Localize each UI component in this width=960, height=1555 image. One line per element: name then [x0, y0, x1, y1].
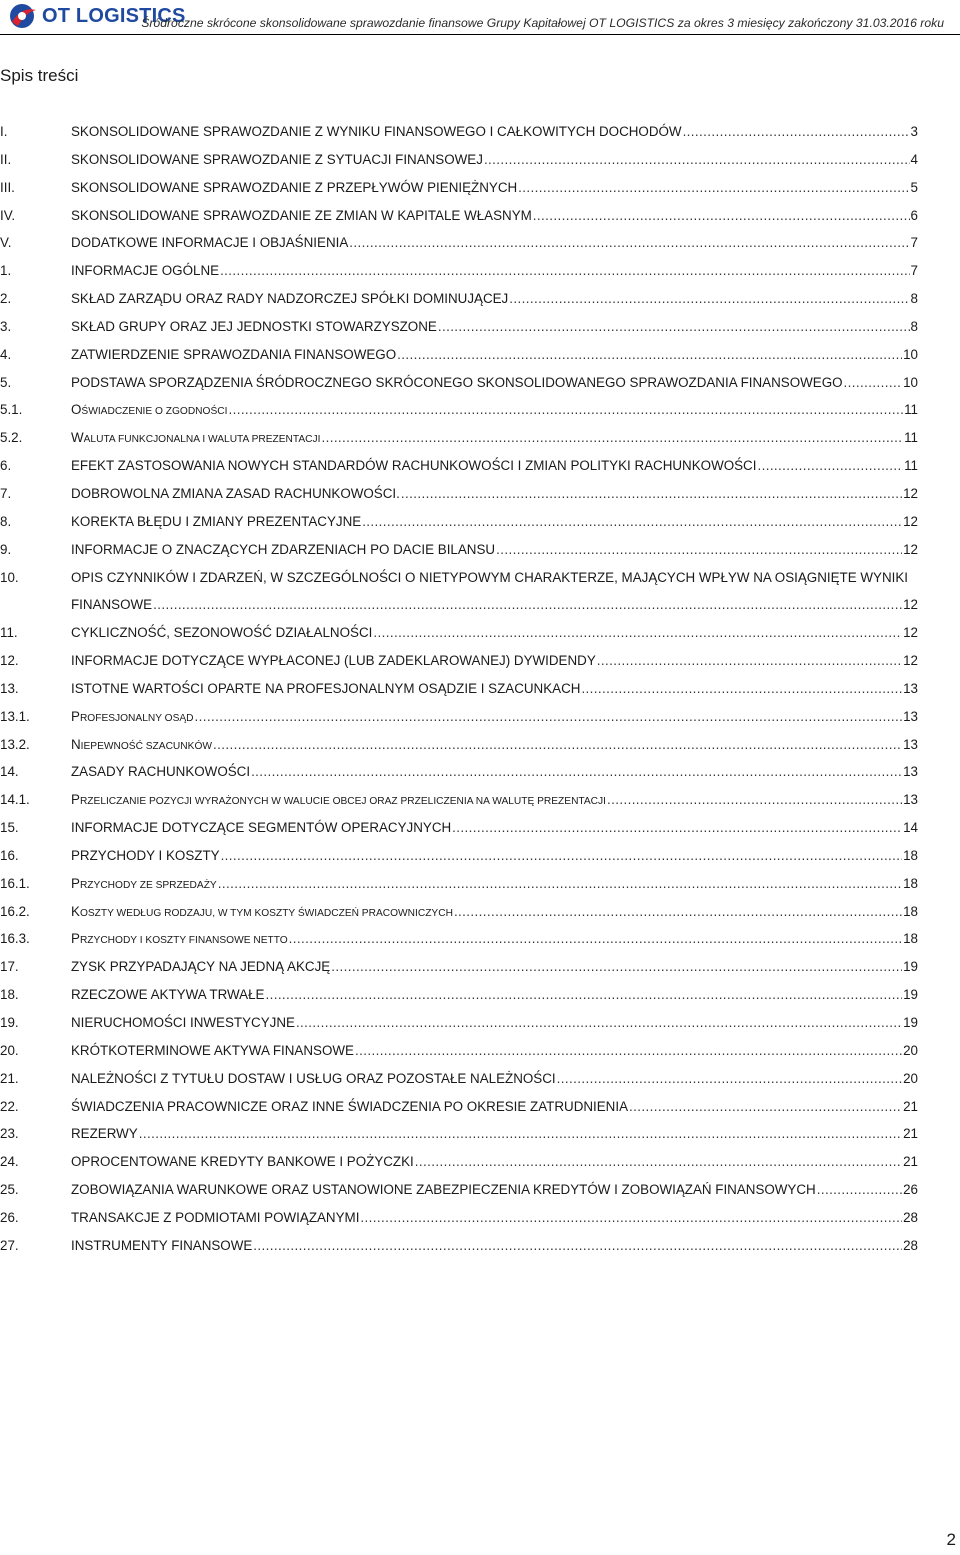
toc-entry-page: 7	[910, 235, 918, 251]
toc-entry[interactable]	[0, 647, 918, 675]
toc-entry-page: 10	[903, 374, 918, 390]
toc-entry-label: RZECZOWE AKTYWA TRWAŁE	[71, 987, 265, 1003]
toc-entry[interactable]	[0, 480, 918, 508]
toc-entry[interactable]	[0, 703, 918, 731]
toc-entry-number: III.	[0, 179, 15, 195]
toc-entry-label: NALEŻNOŚCI Z TYTUŁU DOSTAW I USŁUG ORAZ POZOSTAŁE NALEŻNOŚCI	[71, 1070, 556, 1086]
toc-entry-number: 6.	[0, 458, 12, 474]
toc-entry-number: 7.	[0, 485, 12, 501]
toc-entry-label: SKONSOLIDOWANE SPRAWOZDANIE Z SYTUACJI FINANSOWEJ	[71, 151, 483, 167]
toc-entry-label: SKONSOLIDOWANE SPRAWOZDANIE Z WYNIKU FINANSOWEGO I CAŁKOWITYCH DOCHODÓW	[71, 124, 682, 139]
toc-entry-page: 12	[903, 653, 918, 669]
toc-entry-page: 7	[910, 263, 918, 279]
toc-entry-label: EFEKT ZASTOSOWANIA NOWYCH STANDARDÓW RACHUNKOWOŚCI I ZMIAN POLITYKI RACHUNKOWOŚCI	[71, 458, 757, 474]
toc-entry[interactable]	[0, 1009, 918, 1037]
toc-entry-label: REZERWY	[71, 1126, 138, 1142]
toc-entry-label: NIERUCHOMOŚCI INWESTYCYJNE	[71, 1015, 295, 1030]
toc-entry-row	[71, 758, 918, 786]
toc-entry-number: 26.	[0, 1209, 19, 1225]
toc-entry-page: 12	[903, 597, 918, 613]
toc-entry-number: 1.	[0, 263, 12, 279]
toc-entry-row	[71, 619, 918, 647]
toc-dot-leader	[220, 257, 909, 285]
toc-entry-page: 26	[903, 1182, 918, 1198]
toc-entry-label: INFORMACJE OGÓLNE	[71, 263, 220, 279]
toc-entry-row	[71, 536, 918, 564]
toc-dot-leader	[597, 647, 902, 675]
toc-dot-leader	[581, 675, 902, 703]
toc-entry-label: PRZYCHODY I KOSZTY FINANSOWE NETTO	[71, 931, 288, 947]
toc-dot-leader	[362, 508, 902, 536]
toc-entry-row	[71, 1148, 918, 1176]
toc-entry[interactable]	[0, 313, 918, 341]
header-divider	[0, 34, 960, 35]
toc-entry-number: 9.	[0, 541, 12, 557]
toc-entry-label: DODATKOWE INFORMACJE I OBJAŚNIENIA	[71, 235, 349, 251]
toc-entry-label: KRÓTKOTERMINOWE AKTYWA FINANSOWE	[71, 1042, 354, 1058]
toc-entry-row	[71, 229, 918, 257]
toc-entry-label-line1: OPIS CZYNNIKÓW I ZDARZEŃ, W SZCZEGÓLNOŚCI O NIETYPOWYM CHARAKTERZE, MAJĄCYCH WPŁYW NA OSIĄGNIĘTE WYNIKI	[71, 569, 908, 585]
toc-entry-label: SKŁAD ZARZĄDU ORAZ RADY NADZORCZEJ SPÓŁKI DOMINUJĄCEJ	[71, 291, 509, 307]
page-number: 2	[946, 1530, 956, 1549]
toc-entry-page: 18	[903, 875, 918, 891]
toc-entry-number: 12.	[0, 653, 19, 669]
toc-entry-number: 14.	[0, 764, 19, 780]
toc-entry-page: 20	[903, 1070, 918, 1086]
toc-entry[interactable]	[0, 508, 918, 536]
toc-entry-number: 16.	[0, 847, 19, 863]
toc-entry-number: 11.	[0, 625, 18, 641]
toc-entry-label: INFORMACJE O ZNACZĄCYCH ZDARZENIACH PO DACIE BILANSU	[71, 541, 496, 557]
toc-entry[interactable]	[0, 257, 918, 285]
toc-entry-label: DOBROWOLNA ZMIANA ZASAD RACHUNKOWOŚCI.	[71, 485, 400, 501]
toc-dot-leader	[629, 1093, 902, 1121]
toc-dot-leader	[153, 591, 902, 619]
toc-entry-page: 13	[903, 680, 918, 696]
toc-entry[interactable]	[0, 369, 918, 397]
toc-dot-leader	[817, 1176, 902, 1204]
toc-dot-leader	[454, 898, 902, 926]
toc-entry-page: 5	[910, 179, 918, 195]
toc-entry-row	[71, 1037, 918, 1065]
toc-entry-row	[71, 285, 918, 313]
toc-entry-page: 6	[910, 207, 918, 223]
toc-entry-row	[71, 424, 918, 454]
toc-entry-page: 21	[903, 1098, 918, 1114]
toc-entry[interactable]	[0, 424, 918, 452]
toc-dot-leader	[509, 285, 909, 313]
toc-entry-number: 19.	[0, 1015, 19, 1030]
toc-entry-label: CYKLICZNOŚĆ, SEZONOWOŚĆ DZIAŁALNOŚCI	[71, 625, 373, 641]
toc-entry[interactable]	[0, 229, 918, 257]
toc-entry-number: 5.	[0, 374, 12, 390]
toc-entry-label: INFORMACJE DOTYCZĄCE SEGMENTÓW OPERACYJNYCH	[71, 820, 452, 836]
toc-entry-row	[71, 452, 918, 480]
toc-entry[interactable]	[0, 1148, 918, 1176]
toc-entry-label: KOSZTY WEDŁUG RODZAJU, W TYM KOSZTY ŚWIADCZEŃ PRACOWNICZYCH	[71, 903, 453, 919]
toc-entry-label: PRZYCHODY I KOSZTY	[71, 847, 220, 863]
toc-entry-row	[71, 369, 918, 397]
toc-entry-number: 27.	[0, 1237, 19, 1253]
toc-entry-number: 3.	[0, 318, 12, 334]
toc-entry-label: SKONSOLIDOWANE SPRAWOZDANIE ZE ZMIAN W KAPITALE WŁASNYM	[71, 207, 532, 223]
toc-entry-row	[71, 814, 918, 842]
toc-entry-row	[71, 202, 918, 230]
toc-entry[interactable]	[0, 814, 918, 842]
toc-entry-page: 18	[903, 903, 918, 919]
toc-entry-page: 11	[904, 402, 918, 418]
toc-entry-number: 23.	[0, 1126, 19, 1142]
toc-entry-row	[71, 925, 918, 955]
toc-entry-page: 12	[903, 513, 918, 529]
toc-entry-page: 18	[903, 931, 918, 947]
toc-entry-number: 20.	[0, 1042, 19, 1058]
toc-dot-leader	[139, 1120, 902, 1148]
toc-entry-page: 12	[903, 485, 918, 501]
toc-entry[interactable]	[0, 118, 918, 146]
toc-dot-leader	[195, 703, 903, 731]
logo-text: OT LOGISTICS	[42, 4, 186, 27]
toc-dot-leader	[533, 202, 910, 230]
toc-entry[interactable]	[0, 675, 918, 703]
toc-entry[interactable]	[0, 870, 918, 898]
toc-entry-label: TRANSAKCJE Z PODMIOTAMI POWIĄZANYMI	[71, 1209, 360, 1225]
toc-entry-row	[71, 313, 918, 341]
toc-entry-page: 19	[903, 959, 918, 975]
toc-entry-number: 25.	[0, 1182, 19, 1198]
toc-entry-page: 13	[903, 736, 918, 752]
toc-entry[interactable]	[0, 1176, 918, 1204]
toc-entry-row	[71, 1009, 918, 1037]
toc-entry-row	[71, 870, 918, 900]
toc-entry-label: SKŁAD GRUPY ORAZ JEJ JEDNOSTKI STOWARZYSZONE	[71, 318, 437, 334]
toc-entry-page: 8	[910, 318, 918, 334]
toc-dot-leader	[373, 619, 902, 647]
toc-dot-leader	[415, 1148, 902, 1176]
toc-entry[interactable]	[0, 786, 918, 814]
toc-entry-row	[71, 508, 918, 536]
toc-entry-page: 3	[910, 124, 918, 139]
toc-dot-leader	[289, 925, 902, 953]
toc-entry-row	[71, 257, 918, 285]
toc-dot-leader	[253, 1232, 902, 1260]
toc-dot-leader	[355, 1037, 902, 1065]
toc-dot-leader	[438, 313, 910, 341]
logo-mark-icon	[8, 2, 38, 30]
toc-entry-page: 13	[903, 708, 918, 724]
toc-entry[interactable]	[0, 452, 918, 480]
toc-entry[interactable]	[0, 146, 918, 174]
toc-dot-leader	[251, 758, 902, 786]
toc-dot-leader	[218, 870, 902, 898]
toc-entry-label: ZOBOWIĄZANIA WARUNKOWE ORAZ USTANOWIONE ZABEZPIECZENIA KREDYTÓW I ZOBOWIĄZAŃ FINANSOWYCH	[71, 1182, 816, 1198]
page-header	[0, 0, 960, 34]
toc-entry-label: ZATWIERDZENIE SPRAWOZDANIA FINANSOWEGO	[71, 346, 397, 362]
toc-entry[interactable]	[0, 1037, 918, 1065]
toc-entry[interactable]	[0, 1093, 918, 1121]
toc-entry-row	[71, 1204, 918, 1232]
toc-entry-label: ZYSK PRZYPADAJĄCY NA JEDNĄ AKCJĘ	[71, 959, 331, 975]
toc-dot-leader	[607, 786, 902, 814]
toc-entry[interactable]	[0, 1120, 918, 1148]
toc-entry-number: 5.2.	[0, 430, 23, 446]
toc-entry-number: I.	[0, 124, 8, 139]
toc-entry-number: 17.	[0, 959, 19, 975]
toc-heading: Spis treści	[0, 66, 79, 85]
toc-entry-page: 12	[903, 625, 918, 641]
toc-entry[interactable]	[0, 925, 918, 953]
document-title: Śródroczne skrócone skonsolidowane sprawozdanie finansowe Grupy Kapitałowej OT LOGISTICS za okres 3 miesięcy zakończony 31.03.2016 roku	[141, 16, 944, 30]
toc-entry-label: ISTOTNE WARTOŚCI OPARTE NA PROFESJONALNYM OSĄDZIE I SZACUNKACH	[71, 680, 581, 696]
toc-entry-page: 12	[903, 541, 918, 557]
toc-entry-page: 19	[903, 987, 918, 1003]
toc-entry-row	[71, 898, 918, 928]
toc-entry-row	[71, 1176, 918, 1204]
toc-dot-leader	[401, 480, 902, 508]
toc-entry-number: 22.	[0, 1098, 19, 1114]
toc-entry-label: OPROCENTOWANE KREDYTY BANKOWE I POŻYCZKI	[71, 1154, 414, 1170]
toc-dot-leader	[265, 981, 902, 1009]
toc-entry-page: 11	[904, 430, 918, 446]
toc-entry[interactable]	[0, 396, 918, 424]
toc-entry[interactable]	[0, 202, 918, 230]
toc-entry-number: 18.	[0, 987, 19, 1003]
toc-entry-number: 16.2.	[0, 903, 30, 919]
toc-entry-row	[71, 341, 918, 369]
toc-dot-leader	[397, 341, 902, 369]
toc-entry-page: 21	[903, 1154, 918, 1170]
toc-entry-number: II.	[0, 151, 12, 167]
toc-dot-leader	[331, 953, 902, 981]
toc-entry-page: 13	[903, 764, 918, 780]
toc-dot-leader	[221, 842, 903, 870]
toc-entry[interactable]	[0, 536, 918, 564]
toc-dot-leader	[496, 536, 902, 564]
toc-entry-number: V.	[0, 235, 12, 251]
toc-entry-label: ŚWIADCZENIA PRACOWNICZE ORAZ INNE ŚWIADCZENIA PO OKRESIE ZATRUDNIENIA	[71, 1098, 629, 1114]
toc-entry-label: PROFESJONALNY OSĄD	[71, 708, 194, 724]
toc-entry-row	[71, 146, 918, 174]
toc-entry-label: FINANSOWE	[71, 597, 153, 613]
toc-entry-page: 21	[903, 1126, 918, 1142]
toc-entry-page: 8	[910, 291, 918, 307]
toc-entry-row	[71, 703, 918, 733]
toc-entry-number: 15.	[0, 820, 19, 836]
table-of-contents	[0, 118, 918, 1260]
toc-entry[interactable]	[0, 1065, 918, 1093]
toc-dot-leader	[683, 118, 910, 146]
toc-entry-number: 2.	[0, 291, 12, 307]
toc-entry-row	[71, 953, 918, 981]
toc-entry-row	[71, 675, 918, 703]
toc-entry-label: KOREKTA BŁĘDU I ZMIANY PREZENTACYJNE	[71, 513, 362, 529]
toc-entry-row	[71, 842, 918, 870]
toc-entry-row	[71, 1232, 918, 1260]
toc-entry-number: 13.	[0, 680, 19, 696]
toc-dot-leader	[757, 452, 903, 480]
toc-entry-number: 24.	[0, 1154, 19, 1170]
toc-entry[interactable]	[0, 1204, 918, 1232]
toc-entry-row	[71, 786, 918, 816]
toc-dot-leader	[228, 396, 903, 424]
toc-entry-label: SKONSOLIDOWANE SPRAWOZDANIE Z PRZEPŁYWÓW PIENIĘŻNYCH	[71, 179, 518, 195]
toc-entry-number: 16.3.	[0, 931, 30, 947]
toc-dot-leader	[484, 146, 910, 174]
toc-entry-row	[71, 591, 918, 619]
toc-entry[interactable]	[0, 731, 918, 759]
toc-entry-number: 21.	[0, 1070, 19, 1086]
toc-entry-number: IV.	[0, 207, 16, 223]
toc-entry-label: PRZYCHODY ZE SPRZEDAŻY	[71, 875, 217, 891]
toc-entry-label: PRZELICZANIE POZYCJI WYRAŻONYCH W WALUCIE OBCEJ ORAZ PRZELICZENIA NA WALUTĘ PREZENTACJI	[71, 792, 606, 808]
toc-dot-leader	[321, 424, 903, 452]
toc-entry-page: 4	[910, 151, 918, 167]
toc-entry-page: 20	[903, 1042, 918, 1058]
toc-entry-number: 14.1.	[0, 792, 30, 808]
toc-entry-label: NIEPEWNOŚĆ SZACUNKÓW	[71, 736, 212, 752]
toc-entry-page: 13	[903, 792, 918, 808]
toc-dot-leader	[360, 1204, 902, 1232]
toc-entry-label: WALUTA FUNKCJONALNA I WALUTA PREZENTACJI	[71, 430, 321, 446]
toc-entry-row	[71, 1093, 918, 1121]
toc-entry-row	[71, 174, 918, 202]
toc-entry-label: ZASADY RACHUNKOWOŚCI	[71, 764, 251, 780]
toc-entry-number: 5.1.	[0, 402, 23, 418]
toc-entry-page: 28	[903, 1209, 918, 1225]
toc-dot-leader	[349, 229, 909, 257]
toc-dot-leader	[452, 814, 902, 842]
toc-entry[interactable]	[0, 1232, 918, 1260]
toc-entry[interactable]	[0, 619, 918, 647]
toc-entry-label: PODSTAWA SPORZĄDZENIA ŚRÓDROCZNEGO SKRÓCONEGO SKONSOLIDOWANEGO SPRAWOZDANIA FINANSOWEGO	[71, 374, 843, 390]
toc-entry-number: 13.1.	[0, 708, 30, 724]
toc-entry-page: 10	[903, 346, 918, 362]
toc-entry-number: 10.	[0, 569, 19, 585]
toc-entry-number: 16.1.	[0, 875, 30, 891]
toc-dot-leader	[844, 369, 903, 397]
toc-entry-number: 13.2.	[0, 736, 30, 752]
toc-entry-row	[71, 731, 918, 761]
toc-entry-page: 11	[904, 458, 918, 474]
toc-entry[interactable]	[0, 758, 918, 786]
toc-entry-number: 4.	[0, 346, 12, 362]
toc-entry[interactable]	[0, 174, 918, 202]
toc-entry-row	[71, 118, 918, 146]
toc-entry-row	[71, 396, 918, 426]
toc-entry-label: INSTRUMENTY FINANSOWE	[71, 1237, 253, 1253]
toc-dot-leader	[518, 174, 909, 202]
toc-entry[interactable]	[0, 981, 918, 1009]
toc-entry[interactable]	[0, 564, 918, 620]
toc-dot-leader	[213, 731, 902, 759]
toc-entry-row	[71, 647, 918, 675]
toc-dot-leader	[296, 1009, 902, 1037]
toc-entry[interactable]	[0, 953, 918, 981]
toc-entry[interactable]	[0, 842, 918, 870]
toc-dot-leader	[557, 1065, 902, 1093]
toc-entry-row	[71, 480, 918, 508]
toc-entry-label: OŚWIADCZENIE O ZGODNOŚCI	[71, 402, 228, 418]
toc-entry-page: 14	[903, 820, 918, 836]
toc-entry-page: 28	[903, 1237, 918, 1253]
toc-entry-row	[71, 1120, 918, 1148]
toc-entry-row	[71, 981, 918, 1009]
toc-entry-number: 8.	[0, 513, 12, 529]
toc-entry-page: 18	[903, 847, 918, 863]
toc-entry-page: 19	[903, 1015, 918, 1030]
toc-entry-label: INFORMACJE DOTYCZĄCE WYPŁACONEJ (LUB ZADEKLAROWANEJ) DYWIDENDY	[71, 653, 596, 669]
toc-entry-row	[71, 1065, 918, 1093]
toc-entry[interactable]	[0, 285, 918, 313]
toc-entry[interactable]	[0, 341, 918, 369]
toc-entry[interactable]	[0, 898, 918, 926]
